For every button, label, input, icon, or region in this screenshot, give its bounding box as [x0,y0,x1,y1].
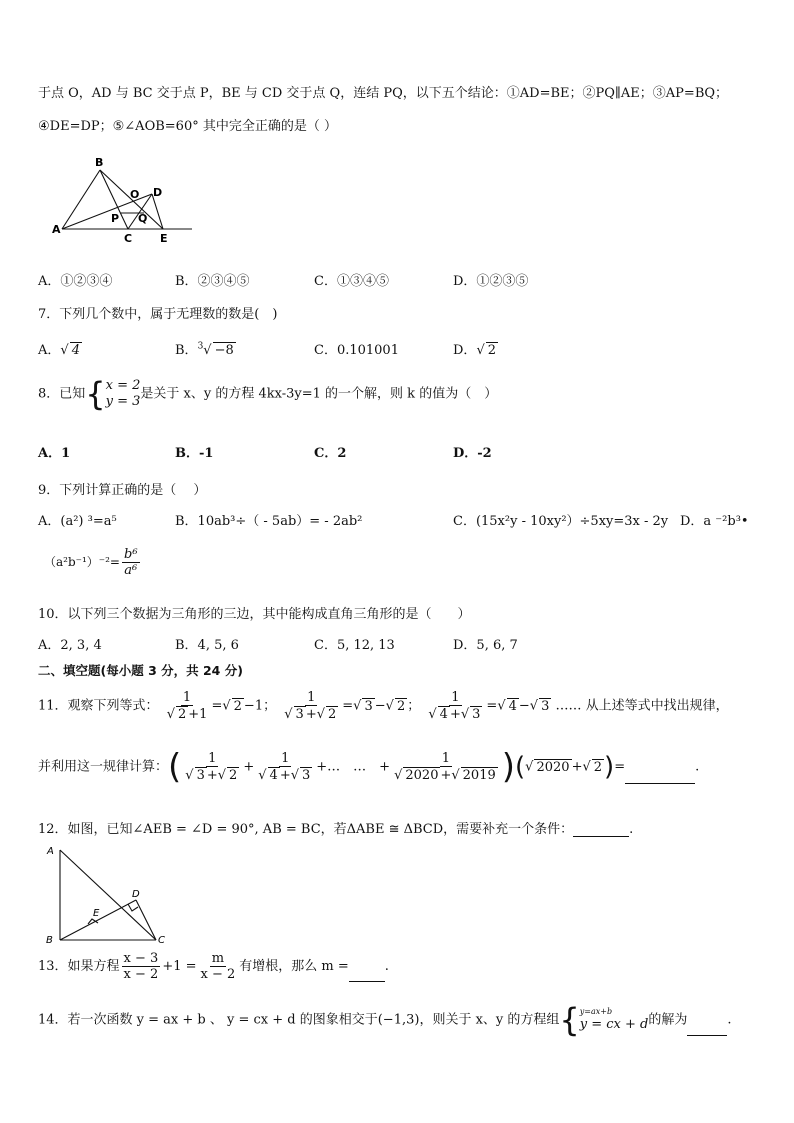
q8-option-a[interactable]: A．1 [38,446,71,461]
q8-system [106,378,141,410]
q11-lparen2: ( [515,752,526,782]
q7-d-prefix: D． [453,343,477,358]
q11-eq1-frac: $\frac{1}{√ 2 +1}$ [166,690,208,722]
q11-calc-r2: 2 [593,759,603,775]
fig6-label-a: A [52,223,61,236]
q11-calc-frac2: $\frac{1}{√ 4 +√ 3}$ [258,751,311,783]
q11-eq3-rhs-b: 3 [541,698,550,714]
fig12-label-d: D [132,889,140,900]
q13-frac2 [199,951,238,982]
q13-den2: x − 2 [200,967,236,982]
q8-sys-line1: x = 2 [105,378,141,393]
q11-calc-num-last: 1 [441,751,451,766]
q11-calc-num2: 1 [281,751,290,766]
q11-prefix: 11．观察下列等式： [38,698,159,714]
fig12-label-e: E [93,908,100,919]
q11-calc-den1-a: 3 [196,768,205,783]
fig6-label-c: C [124,232,133,245]
q11-eq1-num: 1 [182,690,192,705]
q13-suffix: 有增根，那么 m = [239,959,349,974]
q12-text: 12．如图，已知∠AEB = ∠D = 90°, AB = BC，若ΔABE ≅ ΔBCD，需要补充一个条件： [38,822,574,837]
q13-num2: m [211,951,225,966]
q11-eq3-den-a: 4 [439,707,448,722]
q10-option-a[interactable]: A．2, 3, 4 [38,638,102,653]
q6-option-b[interactable]: B．②③④⑤ [175,274,250,289]
q11-eq1-den-a: 2 [177,707,187,722]
q11-eq2-den-a: 3 [295,707,304,722]
q11-line1: 11．观察下列等式： $\frac{1}{√ 2 +1}$ =√ 2 −1； $\frac{1}{√ 3 +√ 2}$ =√ 3 −√ 2 ； $\frac{1}{√ 4 +√ 3}$ =√ 4 −√ 3 …… 从上述等式中找出规律， [38,690,729,722]
q14-point: (−1,3) [377,1012,420,1028]
q9-d-cont-text: （a²b⁻¹）⁻²= [44,555,120,569]
q11-calc-last-b: 2019 [462,768,496,783]
q11-eq3-num: 1 [451,690,460,705]
q9-d-fraction [122,547,140,578]
q8-suffix: 是关于 x、y 的方程 4kx-3y=1 的一个解，则 k 的值为（ ） [140,386,498,402]
q11-calc-frac1: $\frac{1}{√ 3 +√ 2}$ [185,751,238,783]
q6-line2: ④DE=DP；⑤∠AOB=60° 其中完全正确的是（ ） [38,119,337,134]
q7-option-d[interactable]: D．√ 2 [453,343,497,358]
q11-lparen: ( [168,747,182,787]
q14-mid: ，则关于 x、y 的方程组 [419,1012,560,1028]
q9-option-c[interactable]: C．(15x²y - 10xy²）÷5xy=3x - 2y [453,514,669,529]
fig6-label-b: B [95,156,104,169]
q9-stem: 9．下列计算正确的是（ ） [38,483,207,498]
q6-line1: 于点 O，AD 与 BC 交于点 P，BE 与 CD 交于点 Q，连结 PQ，以下五个结论：①AD=BE；②PQ∥AE；③AP=BQ； [38,86,729,101]
q13-den1: x − 2 [123,967,159,982]
fig12-label-b: B [46,935,53,946]
q14-system [580,1007,649,1033]
q9-d-num: b⁶ [124,547,138,562]
q8-brace: { [85,375,106,413]
q7-b-radicand: −8 [214,343,234,358]
q11-calc-num1: 1 [208,751,217,766]
q8-prefix: 8．已知 [38,386,86,402]
section-fill-in-title: 二、填空题(每小题 3 分，共 24 分) [38,663,243,678]
q7-b-prefix: B． [175,343,198,358]
q6-option-c[interactable]: C．①③④⑤ [314,274,389,289]
fig6-label-d: D [153,186,163,199]
q10-option-d[interactable]: D．5, 6, 7 [453,638,518,653]
q11-calc-den1-b: 2 [229,768,238,783]
q11-rparen2: ) [604,752,615,782]
fig6-label-e: E [160,232,168,245]
q8-option-b[interactable]: B．-1 [175,446,214,461]
q11-answer-blank[interactable] [625,783,695,784]
q14-prefix: 14．若一次函数 y = ax + b 、 y = cx + d 的图象相交于 [38,1012,378,1028]
q11-tail: …… 从上述等式中找出规律， [555,698,729,714]
q11-eq3-frac: $\frac{1}{√ 4 +√ 3}$ [428,690,481,722]
q13-prefix: 13．如果方程 [38,959,120,974]
q11-eq1-den-b: 1 [199,707,208,722]
q7-a-prefix: A． [38,343,61,358]
q14-answer-blank[interactable] [687,1035,727,1036]
q14-sys-bottom: y = cx + d [579,1017,649,1032]
q13-num1: x − 3 [123,951,159,966]
q6-option-d[interactable]: D．①②③⑤ [453,274,529,289]
fig12-label-a: A [47,846,54,857]
fig6-label-p: P [111,212,120,225]
q10-option-b[interactable]: B．4, 5, 6 [175,638,239,653]
q11-calc-den2-b: 3 [302,768,311,783]
q12-figure [40,840,180,950]
q7-b-index: 3 [197,341,204,352]
q9-option-d-cont [44,547,142,578]
q11-eq3-den-b: 3 [472,707,481,722]
fig6-label-o: O [130,188,140,201]
q10-option-c[interactable]: C．5, 12, 13 [314,638,395,653]
q11-eq2-tail: ； [407,698,421,714]
q11-line2-prefix: 并利用这一规律计算： [38,759,169,775]
fig12-label-c: C [158,935,165,946]
q11-eq1-tail: −1； [243,698,277,714]
q11-eq2-frac: $\frac{1}{√ 3 +√ 2}$ [284,690,337,722]
q14-stem: 14．若一次函数 y = ax + b 、 y = cx + d 的图象相交于(−1,3)，则关于 x、y 的方程组{ y=ax+b y = cx + d 的解为 . [38,1001,732,1039]
q6-option-a[interactable]: A．①②③④ [38,274,113,289]
q11-rparen: ) [501,747,516,787]
q12-stem: 12．如图，已知∠AEB = ∠D = 90°, AB = BC，若ΔABE ≅ ΔBCD，需要补充一个条件： . [38,822,634,837]
q7-option-b[interactable]: B．$^3$√ −8 [175,341,234,358]
q9-option-d[interactable]: D．a ⁻²b³• [680,514,749,529]
q14-sys-top: y=ax+b [579,1007,613,1016]
q14-brace: { [559,1001,580,1039]
q7-a-radicand: 4 [71,343,80,358]
q14-suffix: 的解为 [648,1012,688,1028]
q11-eq2-rhs-b: 2 [396,698,406,714]
q8-sys-line2: y = 3 [105,394,141,409]
q11-calc-last-a: 2020 [405,768,439,783]
q7-option-a[interactable]: A．√ 4 [38,343,80,358]
q11-eq1-rhs: 2 [233,698,242,714]
q11-eq2-rhs-a: 3 [364,698,373,714]
q13-mid: +1 = [162,959,197,974]
q8-stem [38,375,498,413]
q11-calc-frac-last: $\frac{1}{√ 2020 +√ 2019}$ [394,751,496,783]
q11-eq3-rhs-a: 4 [508,698,517,714]
q11-calc-r1: 2020 [536,759,570,775]
q10-stem: 10．以下列三个数据为三角形的三边，其中能构成直角三角形的是（ ） [38,607,471,622]
q9-d-den: a⁶ [124,563,138,578]
q7-d-radicand: 2 [487,343,497,358]
q11-calc-den2-a: 4 [269,768,278,783]
q11-eq2-den-b: 2 [328,707,337,722]
q12-answer-blank[interactable] [573,836,629,837]
q11-calc-dots: +… … + [316,759,391,775]
q7-option-c[interactable]: C．0.101001 [314,343,399,358]
q8-option-d[interactable]: D．-2 [453,446,492,461]
q13-frac1 [122,951,161,982]
fig6-label-q: Q [138,212,148,225]
q9-option-a[interactable]: A．(a²) ³=a⁵ [38,514,117,529]
q6-figure [48,150,208,250]
q13-answer-blank[interactable] [349,981,385,982]
q11-line2: 并利用这一规律计算：( $\frac{1}{√ 3 +√ 2}$ + $\frac{1}{√ 4 +√ 3}$ +… … + $\frac{1}{√ 2020 +√ 2019}$ )(√ 2020 +√ 2)= . [38,747,700,787]
q9-option-b[interactable]: B．10ab³÷（ - 5ab）= - 2ab² [175,514,363,529]
q8-option-c[interactable]: C．2 [314,446,347,461]
q7-stem: 7．下列几个数中，属于无理数的数是( ) [38,307,278,322]
q11-eq2-num: 1 [307,690,316,705]
q13-stem: 13．如果方程 $\frac{x - 3}{x - 2}$ +1 = $\frac{m}{x - 2}$ 有增根，那么 m = . [38,951,389,982]
